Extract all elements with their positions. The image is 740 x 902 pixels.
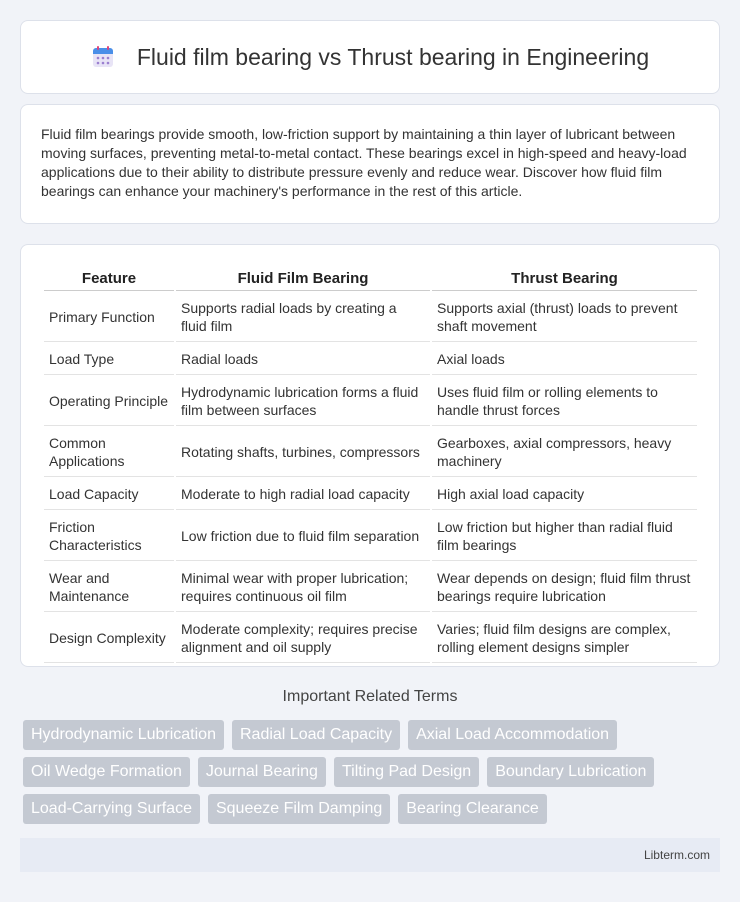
cell-fluid-film: Radial loads (176, 344, 430, 375)
cell-fluid-film: Rotating shafts, turbines, compressors (176, 428, 430, 477)
table-header-row (44, 267, 697, 291)
cell-fluid-film: Supports radial loads by creating a fluid film (176, 293, 430, 342)
tag-squeeze-film-damping[interactable]: Squeeze Film Damping (208, 794, 390, 824)
header-feature: Feature (44, 267, 174, 291)
comparison-table (42, 265, 699, 665)
cell-feature: Design Complexity (44, 614, 174, 663)
cell-thrust: Varies; fluid film designs are complex, rolling element designs simpler (432, 614, 697, 663)
cell-thrust: Low friction but higher than radial fluid film bearings (432, 512, 697, 561)
page-title: Fluid film bearing vs Thrust bearing in Engineering (136, 43, 650, 70)
header-fluid-film: Fluid Film Bearing (176, 267, 430, 291)
cell-thrust: Axial loads (432, 344, 697, 375)
table-row (44, 344, 697, 375)
cell-thrust: High axial load capacity (432, 479, 697, 510)
comparison-table-card (20, 244, 720, 667)
cell-thrust: Gearboxes, axial compressors, heavy machinery (432, 428, 697, 477)
calendar-icon (91, 45, 115, 69)
tag-row (23, 720, 723, 750)
cell-fluid-film: Hydrodynamic lubrication forms a fluid film between surfaces (176, 377, 430, 426)
cell-feature: Load Capacity (44, 479, 174, 510)
cell-feature: Wear and Maintenance (44, 563, 174, 612)
intro-card (20, 104, 720, 224)
cell-thrust: Uses fluid film or rolling elements to handle thrust forces (432, 377, 697, 426)
table-row (44, 512, 697, 561)
cell-fluid-film: Low friction due to fluid film separation (176, 512, 430, 561)
tag-row (23, 757, 723, 787)
cell-fluid-film: Moderate complexity; requires precise alignment and oil supply (176, 614, 430, 663)
tag-load-carrying-surface[interactable]: Load-Carrying Surface (23, 794, 200, 824)
footer-site-link[interactable]: Libterm.com (643, 848, 710, 862)
tag-radial-load-capacity[interactable]: Radial Load Capacity (232, 720, 400, 750)
cell-thrust: Wear depends on design; fluid film thrust bearings require lubrication (432, 563, 697, 612)
table-row (44, 614, 697, 663)
header-thrust: Thrust Bearing (432, 267, 697, 291)
tag-boundary-lubrication[interactable]: Boundary Lubrication (487, 757, 654, 787)
title-wrap (91, 44, 649, 71)
tag-row (23, 794, 723, 824)
footer (20, 838, 720, 872)
cell-feature: Primary Function (44, 293, 174, 342)
tag-axial-load-accommodation[interactable]: Axial Load Accommodation (408, 720, 617, 750)
table-row (44, 293, 697, 342)
related-terms-tags (23, 720, 723, 831)
cell-feature: Load Type (44, 344, 174, 375)
table-row (44, 479, 697, 510)
cell-feature: Common Applications (44, 428, 174, 477)
tag-bearing-clearance[interactable]: Bearing Clearance (398, 794, 547, 824)
tag-oil-wedge-formation[interactable]: Oil Wedge Formation (23, 757, 190, 787)
cell-fluid-film: Moderate to high radial load capacity (176, 479, 430, 510)
table-row (44, 428, 697, 477)
cell-feature: Friction Characteristics (44, 512, 174, 561)
related-terms-title: Important Related Terms (282, 688, 458, 705)
tag-journal-bearing[interactable]: Journal Bearing (198, 757, 326, 787)
cell-fluid-film: Minimal wear with proper lubrication; requires continuous oil film (176, 563, 430, 612)
tag-tilting-pad-design[interactable]: Tilting Pad Design (334, 757, 479, 787)
cell-feature: Operating Principle (44, 377, 174, 426)
title-card (20, 20, 720, 94)
intro-text: Fluid film bearings provide smooth, low-friction support by maintaining a thin layer of lubricant between moving surfaces, preventing metal-to-metal contact. These bearings excel in high-speed and heavy-load applications due to their ability to distribute pressure evenly and reduce wear. Discover how fluid film bearings can enhance your machinery's performance in the rest of this article. (41, 126, 687, 199)
table-row (44, 563, 697, 612)
tag-hydrodynamic-lubrication[interactable]: Hydrodynamic Lubrication (23, 720, 224, 750)
table-row (44, 377, 697, 426)
cell-thrust: Supports axial (thrust) loads to prevent shaft movement (432, 293, 697, 342)
